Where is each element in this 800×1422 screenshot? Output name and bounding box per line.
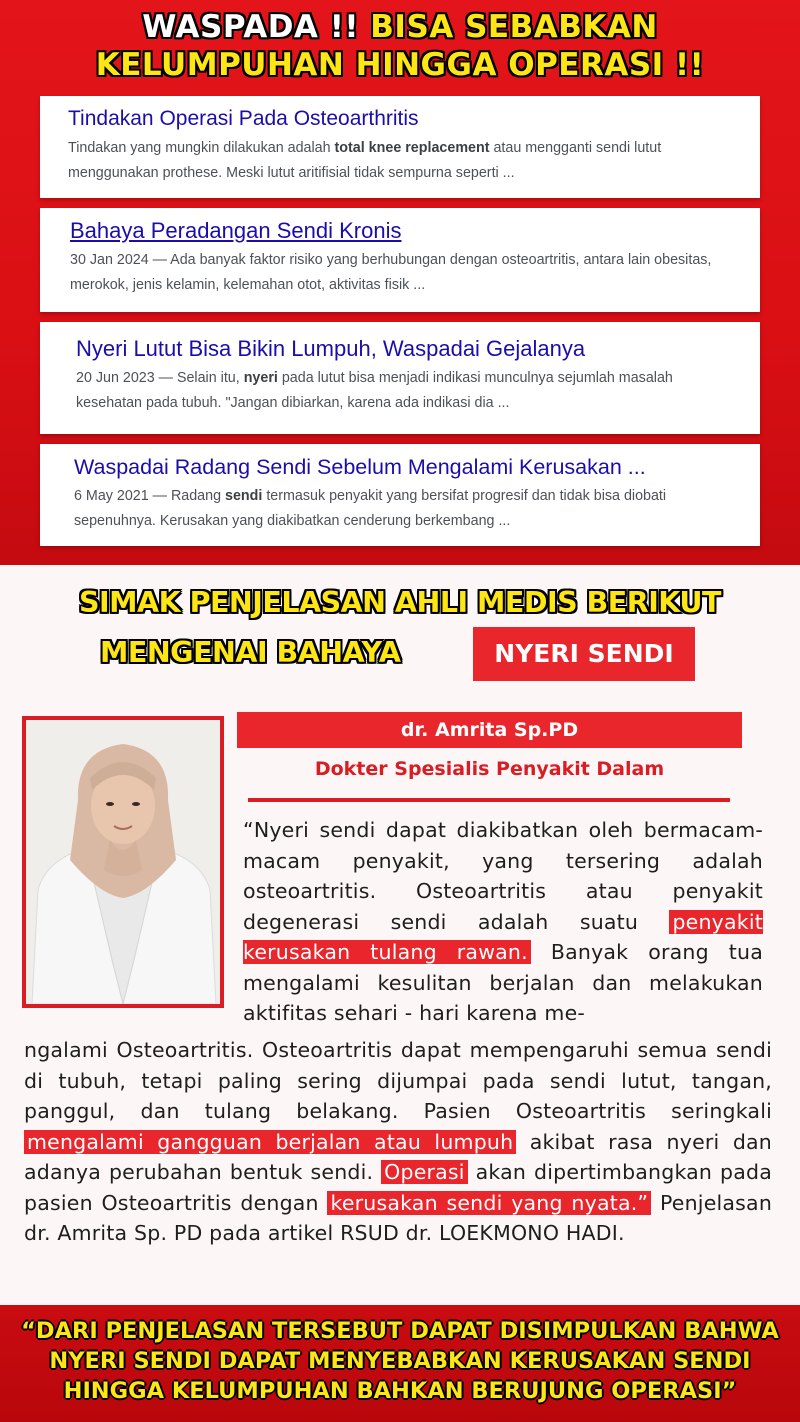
doctor-photo (22, 716, 224, 1008)
doctor-title: Dokter Spesialis Penyakit Dalam (314, 758, 665, 780)
quote-highlight: kerusakan sendi yang nyata.” (327, 1191, 651, 1215)
search-result-snippet: 30 Jan 2024 — Ada banyak faktor risiko yang berhubungan dengan osteoartritis, antara lain obesitas, merokok, jenis kelamin, kelemahan otot, aktivitas fisik ... (70, 252, 712, 293)
search-result-snippet: 6 May 2021 — Radang sendi termasuk penyakit yang bersifat progresif dan tidak bisa diobati sepenuhnya. Kerusakan yang diakibatkan cenderung berkembang ... (74, 488, 667, 529)
search-result-title[interactable]: Bahaya Peradangan Sendi Kronis (70, 218, 402, 243)
subheading-line2: MENGENAI BAHAYA (100, 636, 401, 669)
search-result[interactable] (40, 322, 760, 434)
conclusion-text: “DARI PENJELASAN TERSEBUT DAPAT DISIMPULKAN BAHWA NYERI SENDI DAPAT MENYEBABKAN KERUSAKAN SENDI HINGGA KELUMPUHAN BAHKAN BERUJUNG OPERASI” (21, 1318, 779, 1404)
quote-highlight: penyakit kerusakan tulang rawan. (243, 909, 763, 964)
divider (248, 798, 730, 802)
search-result[interactable] (40, 444, 760, 546)
quote-paragraph-1: “Nyeri sendi dapat diakibatkan oleh bermacam-macam penyakit, yang tersering adalah osteoartritis. Osteoartritis atau penyakit degenerasi sendi adalah suatu penyakit kerusakan tulang rawan. Banyak orang tua mengalami kesulitan berjalan dan melakukan aktifitas sehari - hari karena me- (243, 818, 763, 1025)
subheading-highlight: NYERI SENDI (473, 627, 695, 681)
headline-line1: BISA SEBABKAN (370, 9, 658, 45)
search-result-snippet: Tindakan yang mungkin dilakukan adalah total knee replacement atau mengganti sendi lutut menggunakan prothese. Meski lutut aritifisial tidak sempurna seperti ... (68, 140, 662, 181)
doctor-portrait-image (26, 720, 220, 1004)
headline-warning: WASPADA !! (142, 9, 359, 45)
headline-line2: KELUMPUHAN HINGGA OPERASI !! (95, 47, 705, 83)
search-result[interactable] (40, 96, 760, 198)
quote-highlight: Operasi (381, 1160, 468, 1184)
quote-paragraph-2: ngalami Osteoartritis. Osteoartritis dapat mempengaruhi semua sendi di tubuh, tetapi paling sering dijumpai pada sendi lutut, tangan, panggul, dan tulang belakang. Pasien Osteoartritis seringkali mengalami gangguan berjalan atau lumpuh akibat rasa nyeri dan adanya perubahan bentuk sendi. Operasi akan dipertimbangkan pada pasien Osteoartritis dengan kerusakan sendi yang nyata.” Penjelasan dr. Amrita Sp. PD pada artikel RSUD dr. LOEKMONO HADI. (24, 1038, 773, 1245)
search-result-snippet: 20 Jun 2023 — Selain itu, nyeri pada lutut bisa menjadi indikasi munculnya sejumlah masalah kesehatan pada tubuh. "Jangan dibiarkan, karena ada indikasi dia ... (76, 370, 673, 411)
doctor-name: dr. Amrita Sp.PD (237, 712, 742, 748)
search-result-title[interactable]: Nyeri Lutut Bisa Bikin Lumpuh, Waspadai Gejalanya (76, 336, 586, 361)
headline (0, 8, 800, 84)
search-result[interactable] (40, 208, 760, 312)
quote-highlight: mengalami gangguan berjalan atau lumpuh (24, 1130, 516, 1154)
search-result-title[interactable]: Waspadai Radang Sendi Sebelum Mengalami Kerusakan ... (74, 455, 646, 479)
subheading-line1: SIMAK PENJELASAN AHLI MEDIS BERIKUT (79, 586, 721, 619)
search-result-title[interactable]: Tindakan Operasi Pada Osteoarthritis (68, 107, 419, 130)
